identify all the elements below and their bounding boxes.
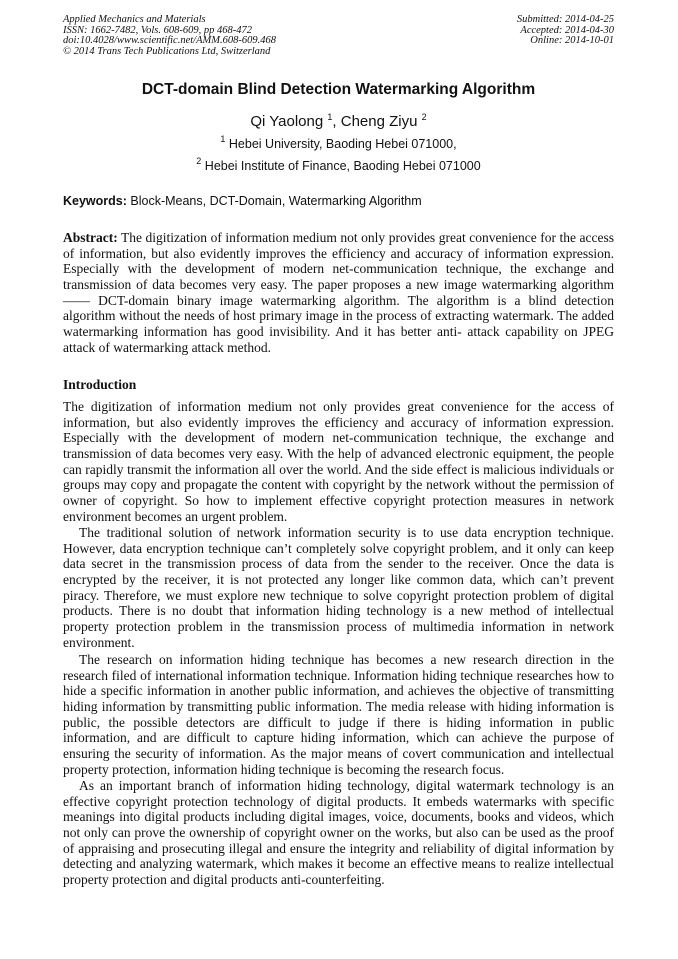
keywords-text: Block-Means, DCT-Domain, Watermarking Algorithm [130,194,422,208]
copyright-line: © 2014 Trans Tech Publications Ltd, Switzerland [63,45,271,57]
author-1: Qi Yaolong [250,113,324,130]
affiliation-1-mark: 1 [220,134,226,144]
doi-line: doi:10.4028/www.scientific.net/AMM.608-609.468 [63,35,276,47]
issn-line: ISSN: 1662-7482, Vols. 608-609, pp 468-472 [63,24,252,36]
abstract-text: The digitization of information medium not only provides great convenience for the access of information, but also evidently improves the efficiency and accuracy of information expression. Especially with the development of modern net-communication technique, the exchange and transmission of data becomes very easy. The paper proposes a new image watermarking algorithm —— DCT-domain binary image watermarking algorithm. The algorithm is a blind detection algorithm without the needs of host primary image in the process of extracting watermark. The added watermarking information has good invisibility. And it has better anti- attack capability on JPEG attack of watermarking attack method. [63,230,614,355]
abstract [63,230,614,355]
author-2: Cheng Ziyu [340,113,418,130]
introduction-heading: Introduction [63,377,137,392]
journal-name: Applied Mechanics and Materials [63,14,206,25]
author-1-affiliation-mark: 1 [327,112,333,122]
paper-title: DCT-domain Blind Detection Watermarking Algorithm [141,81,536,98]
author-separator: , [332,113,341,130]
author-2-affiliation-mark: 2 [421,112,427,122]
affiliation-2 [63,156,614,173]
journal-info [63,15,276,57]
keywords-label: Keywords: [63,194,127,208]
affiliation-2-text: Hebei Institute of Finance, Baoding Hebei 071000 [204,159,481,173]
abstract-label: Abstract: [63,230,118,245]
affiliation-2-mark: 2 [196,156,202,166]
accepted-date: Accepted: 2014-04-30 [520,24,614,36]
author-line [63,113,614,130]
introduction-paragraph-1: The digitization of information medium not only provides great convenience for the access of information, but also evidently improves the efficiency and accuracy of information expression. Especially with the development of modern net-communication technique, the exchange and transmission of data becomes very easy. With the help of advanced electronic equipment, the people can rapidly transmit the information all over the world. And the side effect is malicious individuals or groups may copy and propagate the content with copyright by the network without the permission of owner of copyright. So how to implement effective copyright protection measures in network environment becomes an urgent problem. [63,399,614,524]
affiliation-1 [63,134,614,151]
online-date: Online: 2014-10-01 [530,35,614,47]
keywords [63,194,614,208]
introduction-paragraph-4: As an important branch of information hiding technology, digital watermark technology is an effective copyright protection technology of digital products. It embeds watermarks with specific meanings into digital products including digital images, voice, documents, books and videos, which not only can prove the ownership of copyright owner on the works, but also can be used as the proof of appraising and prosecuting illegal and ensure the integrity and reliability of digital information by detecting and analyzing watermark, which makes it become an effective means to realize intellectual property protection and digital products anti-counterfeiting. [63,778,614,887]
affiliation-1-text: Hebei University, Baoding Hebei 071000, [228,137,457,151]
introduction-paragraph-2: The traditional solution of network information security is to use data encryption technique. However, data encryption technique can’t completely solve copyright problem, and it only can keep data secret in the transmission process of data from the sender to the receiver. Once the data is encrypted by the receiver, it is not protected any longer like common data, which can’t prevent piracy. Therefore, we must explore new technique to solve copyright protection problem of digital products. There is no doubt that information hiding technology is a new method of intellectual property protection problem in the transmission process of multimedia information in network environment. [63,525,614,650]
introduction-paragraph-3: The research on information hiding technique has becomes a new research direction in the research filed of international information technique. Information hiding technique researches how to hide a specific information in another public information, and achieves the objective of transmitting hiding information by transmitting public information. The media release with hiding information is public, the possible detectors are difficult to judge if there is hiding information in public information, and are difficult to capture hiding information, which can achieve the purpose of ensuring the security of information. As the major means of covert communication and intellectual property protection, information hiding technique is becoming the research focus. [63,652,614,777]
publication-dates [517,15,614,47]
submitted-date: Submitted: 2014-04-25 [516,14,614,25]
